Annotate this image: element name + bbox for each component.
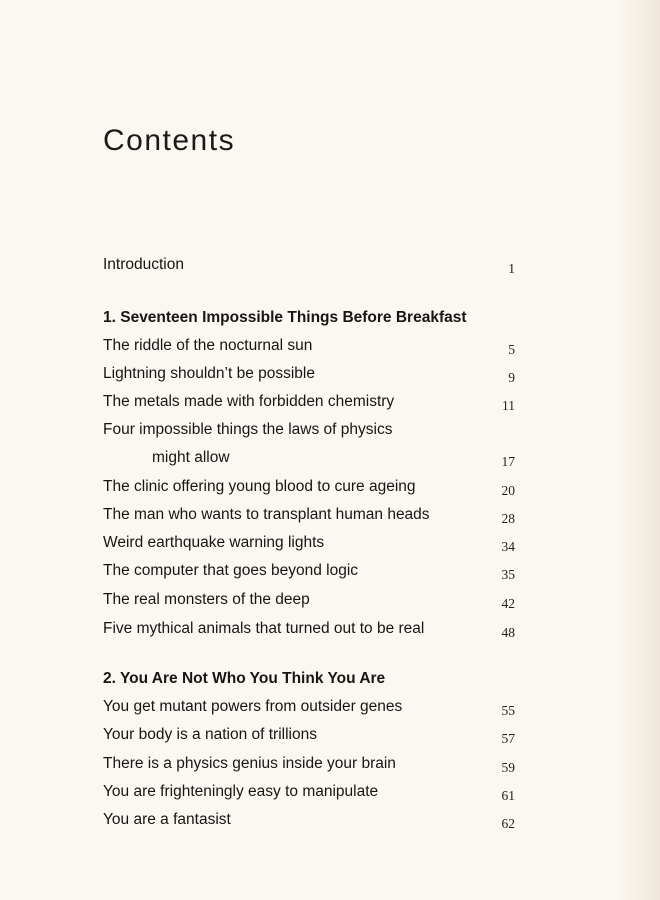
entry-page-number: 62 bbox=[501, 816, 515, 831]
entry-page-number: 61 bbox=[501, 788, 515, 803]
entry-page-number: 35 bbox=[501, 567, 515, 582]
entry-title: Introduction bbox=[103, 256, 184, 273]
entry-page-number: 42 bbox=[501, 596, 515, 611]
entry-title: Weird earthquake warning lights bbox=[103, 534, 325, 551]
toc-entry-introduction bbox=[103, 253, 515, 277]
entry-page-number: 57 bbox=[501, 731, 515, 746]
entry-title: The computer that goes beyond logic bbox=[103, 562, 359, 579]
entry-page-number: 48 bbox=[501, 625, 515, 640]
toc-part-heading-1 bbox=[103, 306, 515, 330]
page-title: Contents bbox=[103, 124, 236, 157]
entry-title: The real monsters of the deep bbox=[103, 591, 310, 608]
entry-page-number: 17 bbox=[501, 454, 515, 469]
entry-page-number: 11 bbox=[502, 398, 515, 413]
entry-page-number: 20 bbox=[501, 483, 515, 498]
entry-title: might allow bbox=[152, 449, 230, 466]
entry-title: You are a fantasist bbox=[103, 811, 231, 828]
toc-entry bbox=[103, 617, 515, 641]
entry-page-number: 34 bbox=[501, 539, 515, 554]
entry-title: Your body is a nation of trillions bbox=[103, 726, 317, 743]
toc-entry bbox=[103, 475, 515, 499]
toc-entry bbox=[103, 418, 515, 442]
entry-page-number: 5 bbox=[508, 342, 515, 357]
entry-title: The man who wants to transplant human heads bbox=[103, 506, 430, 523]
entry-title: You get mutant powers from outsider genes bbox=[103, 698, 403, 715]
toc-entry bbox=[103, 531, 515, 555]
entry-title: The clinic offering young blood to cure ageing bbox=[103, 478, 416, 495]
entry-title: Lightning shouldn’t be possible bbox=[103, 365, 315, 382]
toc-entry bbox=[103, 362, 515, 386]
entry-page-number: 9 bbox=[508, 370, 515, 385]
toc-entry bbox=[103, 780, 515, 804]
part-title: 2. You Are Not Who You Think You Are bbox=[103, 670, 386, 687]
toc-part-heading-2 bbox=[103, 667, 515, 691]
toc-entry bbox=[103, 695, 515, 719]
entry-page-number: 28 bbox=[501, 511, 515, 526]
toc-entry bbox=[103, 390, 515, 414]
toc-entry-continuation bbox=[103, 446, 515, 470]
toc-entry bbox=[103, 559, 515, 583]
toc-entry bbox=[103, 752, 515, 776]
entry-title: The riddle of the nocturnal sun bbox=[103, 337, 313, 354]
part-title: 1. Seventeen Impossible Things Before Breakfast bbox=[103, 309, 467, 326]
entry-title: Four impossible things the laws of physics bbox=[103, 421, 393, 438]
entry-title: There is a physics genius inside your brain bbox=[103, 755, 396, 772]
entry-page-number: 59 bbox=[501, 760, 515, 775]
entry-page-number: 55 bbox=[501, 703, 515, 718]
entry-page-number: 1 bbox=[508, 261, 515, 276]
entry-title: The metals made with forbidden chemistry bbox=[103, 393, 395, 410]
toc-entry bbox=[103, 588, 515, 612]
entry-title: Five mythical animals that turned out to be real bbox=[103, 620, 425, 637]
toc-entry bbox=[103, 723, 515, 747]
toc-entry bbox=[103, 808, 515, 832]
toc-entry bbox=[103, 334, 515, 358]
entry-title: You are frighteningly easy to manipulate bbox=[103, 783, 379, 800]
page-edge-shadow bbox=[616, 0, 660, 900]
toc-entry bbox=[103, 503, 515, 527]
